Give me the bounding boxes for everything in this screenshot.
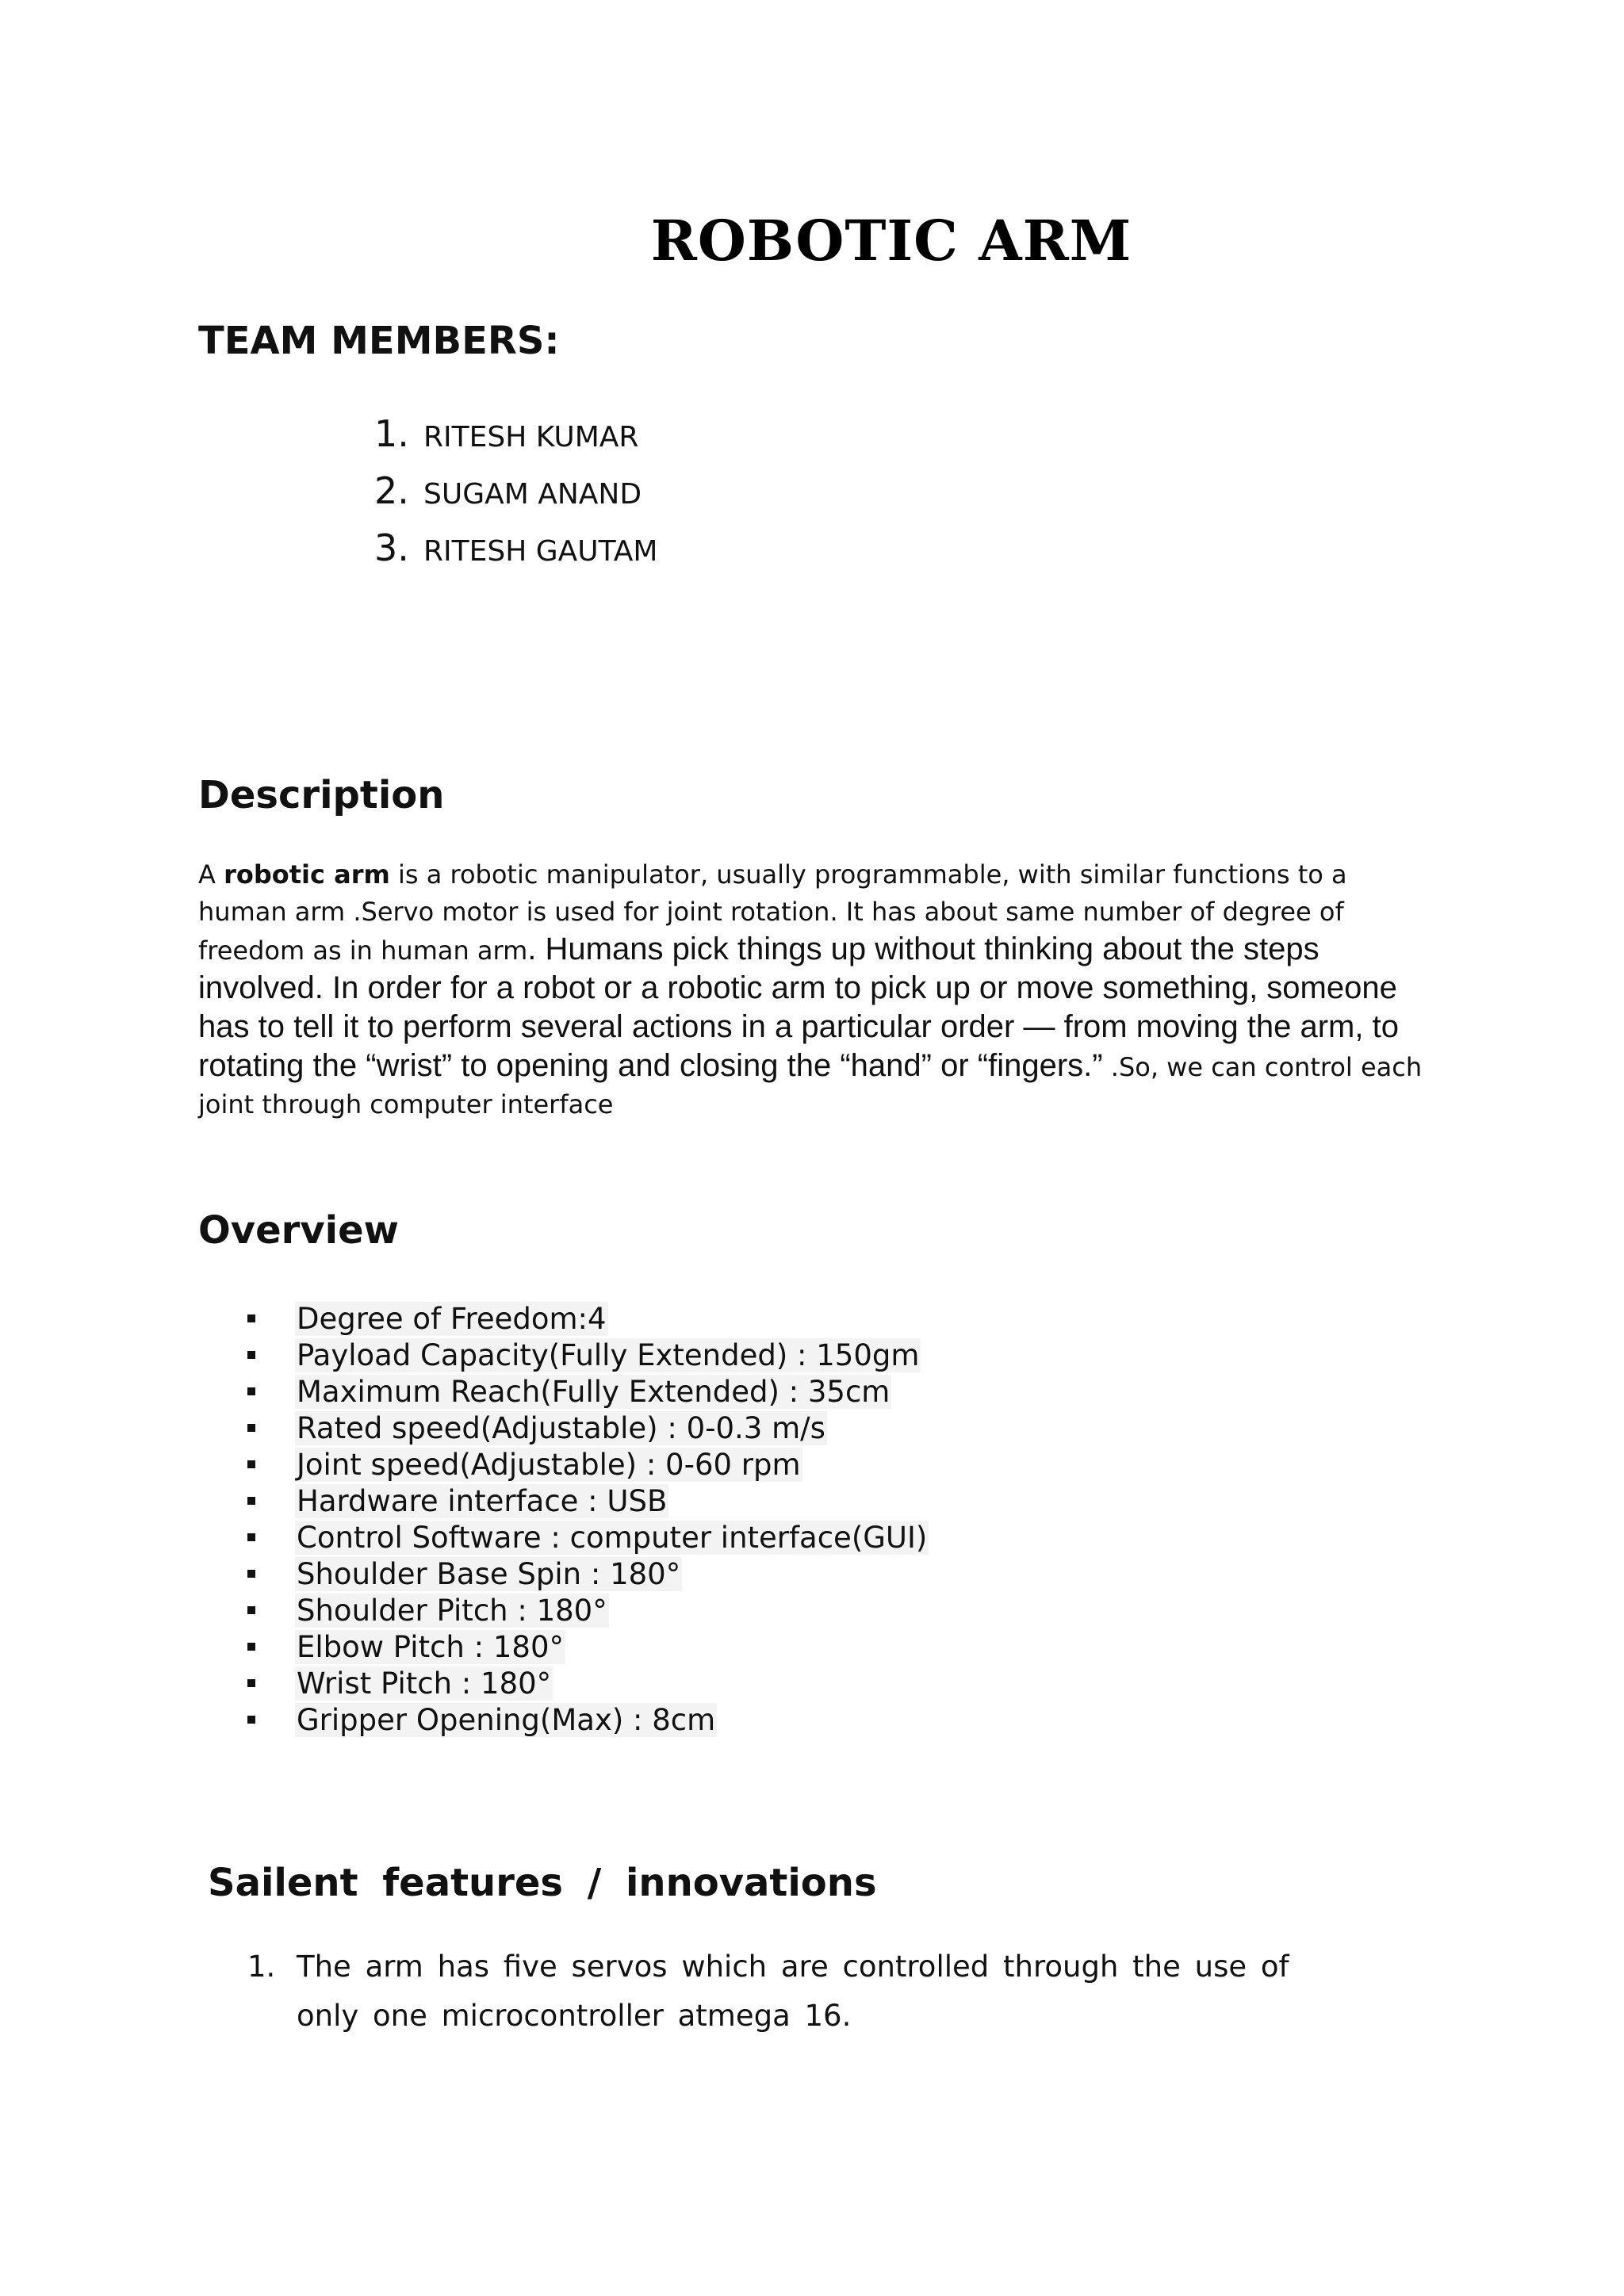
team-member-item bbox=[374, 526, 658, 584]
document-title: ROBOTIC ARM bbox=[650, 208, 1132, 274]
salient-features-heading: Sailent features / innovations bbox=[208, 1861, 877, 1905]
overview-item-text: Payload Capacity(Fully Extended) : 150gm bbox=[297, 1337, 920, 1372]
overview-item-text: Joint speed(Adjustable) : 0-60 rpm bbox=[297, 1447, 801, 1482]
team-members-heading: TEAM MEMBERS: bbox=[198, 319, 560, 363]
overview-item bbox=[247, 1410, 929, 1446]
list-number: 1. bbox=[247, 1950, 276, 1984]
description-heading: Description bbox=[198, 773, 445, 817]
description-text: is a robotic manipulator, usually programmable, with similar functions to a human arm .Servo motor is used for joint rotation. It has about same number of degree of freedom as in human arm bbox=[198, 859, 1347, 966]
overview-item bbox=[247, 1665, 929, 1701]
overview-item bbox=[247, 1300, 929, 1337]
list-number: 3. bbox=[374, 526, 409, 569]
overview-item-text: Gripper Opening(Max) : 8cm bbox=[297, 1702, 716, 1737]
features-list bbox=[247, 1942, 1373, 2041]
square-bullet-icon bbox=[247, 1314, 255, 1322]
list-number: 2. bbox=[374, 469, 409, 512]
team-member-item bbox=[374, 469, 658, 526]
feature-text: The arm has five servos which are controlled through the use of only one microcontroller atmega 16. bbox=[297, 1950, 1289, 2033]
overview-item-text: Degree of Freedom:4 bbox=[297, 1301, 607, 1336]
overview-item-text: Wrist Pitch : 180° bbox=[297, 1666, 552, 1701]
overview-item-text: Elbow Pitch : 180° bbox=[297, 1629, 564, 1664]
overview-item bbox=[247, 1556, 929, 1592]
overview-item bbox=[247, 1519, 929, 1556]
overview-item-text: Hardware interface : USB bbox=[297, 1483, 668, 1518]
overview-item bbox=[247, 1483, 929, 1519]
description-quote-text: . Humans pick things up without thinking about the steps involved. In order for a robot or a robotic arm to pick up or move something, someone has to tell it to perform several actions in a particular order — from moving the arm, to rotating the “wrist” to opening and closing the “hand” or “fingers.” bbox=[198, 932, 1399, 1083]
overview-item bbox=[247, 1446, 929, 1483]
square-bullet-icon bbox=[247, 1679, 255, 1687]
team-member-name: RITESH GAUTAM bbox=[423, 535, 658, 568]
square-bullet-icon bbox=[247, 1716, 255, 1724]
overview-item-text: Shoulder Pitch : 180° bbox=[297, 1593, 607, 1628]
square-bullet-icon bbox=[247, 1497, 255, 1505]
overview-heading: Overview bbox=[198, 1208, 399, 1253]
team-member-item bbox=[374, 412, 658, 469]
description-term: robotic arm bbox=[224, 859, 390, 890]
team-member-name: SUGAM ANAND bbox=[423, 478, 642, 511]
square-bullet-icon bbox=[247, 1387, 255, 1395]
square-bullet-icon bbox=[247, 1424, 255, 1432]
description-paragraph bbox=[198, 856, 1435, 1123]
overview-item bbox=[247, 1592, 929, 1628]
overview-item bbox=[247, 1337, 929, 1373]
feature-item bbox=[247, 1942, 1373, 2041]
list-number: 1. bbox=[374, 412, 409, 455]
overview-item-text: Maximum Reach(Fully Extended) : 35cm bbox=[297, 1374, 891, 1409]
overview-item bbox=[247, 1373, 929, 1410]
square-bullet-icon bbox=[247, 1460, 255, 1468]
square-bullet-icon bbox=[247, 1570, 255, 1578]
team-member-name: RITESH KUMAR bbox=[423, 421, 639, 453]
overview-list bbox=[247, 1300, 929, 1738]
team-members-list bbox=[374, 412, 658, 584]
square-bullet-icon bbox=[247, 1606, 255, 1614]
square-bullet-icon bbox=[247, 1643, 255, 1651]
square-bullet-icon bbox=[247, 1351, 255, 1359]
overview-item bbox=[247, 1628, 929, 1665]
description-lead: A bbox=[198, 859, 224, 890]
square-bullet-icon bbox=[247, 1533, 255, 1541]
overview-item bbox=[247, 1701, 929, 1738]
description-conclusion: .So, we can control each joint through computer interface bbox=[198, 1052, 1423, 1119]
overview-item-text: Shoulder Base Spin : 180° bbox=[297, 1556, 681, 1591]
overview-item-text: Control Software : computer interface(GUI) bbox=[297, 1520, 928, 1555]
overview-item-text: Rated speed(Adjustable) : 0-0.3 m/s bbox=[297, 1410, 825, 1445]
